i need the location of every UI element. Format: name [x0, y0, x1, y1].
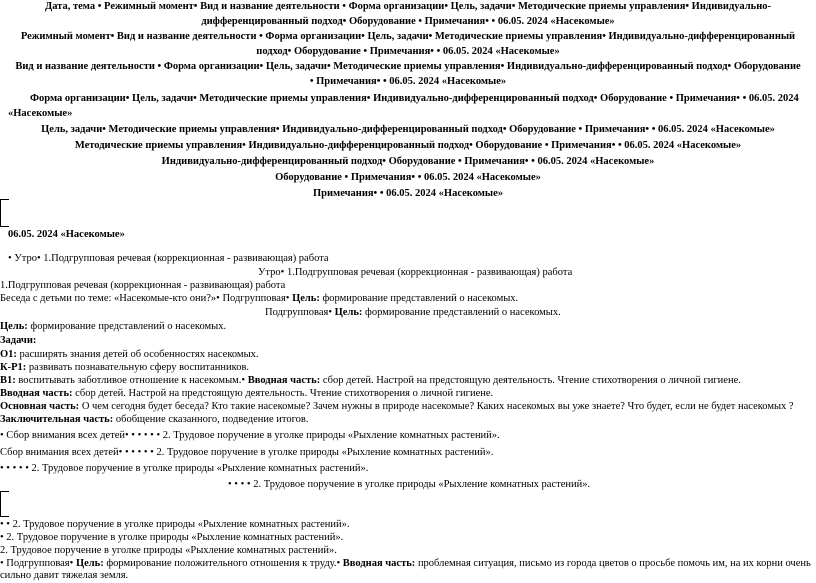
- header-line: Методические приемы управления• Индивидуально-дифференцированный подход• Оборудование • Примечания• • 06.05. 2024 «Насекомые»: [74, 140, 742, 151]
- header-line: Форма организации• Цель, задачи• Методические приемы управления• Индивидуально-дифференцированный подход• Оборудование • Примечания• • 06.05. 2024: [30, 93, 799, 104]
- label-bold: Цель:: [292, 293, 320, 304]
- text-span: формирование положительного отношения к труду.•: [103, 558, 343, 569]
- table-cell-border: [0, 491, 9, 517]
- text-line: [0, 387, 493, 401]
- text-span: Подгрупповая•: [265, 307, 335, 318]
- text-span: формирование представлений о насекомых.: [362, 307, 561, 318]
- text-line: [0, 348, 259, 362]
- text-span: сбор детей. Настрой на предстоящую деятельность. Чтение стихотворения о личной гигиене.: [72, 388, 494, 399]
- header-line: дифференцированный подход• Оборудование • Примечания• • 06.05. 2024 «Насекомые»: [201, 16, 615, 27]
- label-bold: Вводная часть:: [342, 558, 416, 569]
- text-span: проблемная ситуация, письмо из города цветов о просьбе помочь им, на их корни очень: [415, 558, 811, 569]
- text-line: Сбор внимания всех детей• • • • • • 2. Трудовое поручение в уголке природы «Рыхление комнатных растений».: [0, 447, 494, 458]
- text-span: сбор детей. Настрой на предстоящую деятельность. Чтение стихотворения о личной гигиене.: [320, 375, 741, 386]
- header-line: Индивидуально-дифференцированный подход• Оборудование • Примечания• • 06.05. 2024 «Насекомые»: [161, 156, 655, 167]
- text-line: [0, 361, 249, 375]
- text-span: расширять знания детей об особенностях насекомых.: [16, 349, 259, 360]
- header-line: Вид и название деятельности • Форма организации• Цель, задачи• Методические приемы управления• Индивидуально-дифференцированный подход• Оборудование: [15, 61, 801, 72]
- date-title: 06.05. 2024 «Насекомые»: [8, 229, 125, 240]
- text-line: 1.Подгрупповая речевая (коррекционная - развивающая) работа: [0, 280, 286, 291]
- text-line: Утро• 1.Подгрупповая речевая (коррекционная - развивающая) работа: [258, 267, 573, 278]
- table-cell-border: [0, 199, 9, 227]
- header-line: Дата, тема • Режимный момент• Вид и название деятельности • Форма организации• Цель, задачи• Методические приемы управления• Индивидуально-: [44, 1, 771, 12]
- label-bold: К-Р1:: [0, 362, 27, 373]
- text-line: сильно давит тяжелая земля.: [0, 570, 129, 581]
- text-span: формирование представлений о насекомых.: [27, 321, 227, 332]
- label-bold: Вводная часть:: [0, 388, 73, 399]
- text-line: 2. Трудовое поручение в уголке природы «Рыхление комнатных растений».: [0, 545, 337, 556]
- text-span: развивать познавательную сферу воспитанников.: [26, 362, 250, 373]
- header-line: Цель, задачи• Методические приемы управления• Индивидуально-дифференцированный подход• Оборудование • Примечания• • 06.05. 2024 «Насекомые»: [41, 124, 775, 135]
- header-line: Примечания• • 06.05. 2024 «Насекомые»: [313, 188, 503, 199]
- text-span: • Подгрупповая•: [0, 558, 76, 569]
- label-bold: Цель:: [75, 558, 104, 569]
- text-line: [0, 292, 518, 306]
- header-line: • Примечания• • 06.05. 2024 «Насекомые»: [309, 76, 507, 87]
- text-line: • Сбор внимания всех детей• • • • • • 2. Трудовое поручение в уголке природы «Рыхление комнатных растений».: [0, 430, 500, 441]
- text-line: • 2. Трудовое поручение в уголке природы «Рыхление комнатных растений».: [0, 532, 344, 543]
- text-line: • • • • • 2. Трудовое поручение в уголке природы «Рыхление комнатных растений».: [0, 463, 369, 474]
- text-line: • Утро• 1.Подгрупповая речевая (коррекционная - развивающая) работа: [8, 253, 329, 264]
- header-line: подход• Оборудование • Примечания• • 06.05. 2024 «Насекомые»: [256, 46, 560, 57]
- text-line: [0, 400, 794, 414]
- header-line: Режимный момент• Вид и название деятельности • Форма организации• Цель, задачи• Методические приемы управления• Индивидуально-дифференцированный: [20, 31, 796, 42]
- text-line: [0, 320, 226, 334]
- text-line: [0, 413, 308, 427]
- header-line: «Насекомые»: [8, 108, 73, 119]
- text-span: формирование представлений о насекомых.: [319, 293, 519, 304]
- label-bold: В1:: [0, 375, 16, 386]
- label-bold: Цель:: [0, 321, 28, 332]
- text-span: обобщение сказанного, подведение итогов.: [113, 414, 309, 425]
- label-bold: Заключительная часть:: [0, 414, 114, 425]
- text-line: [265, 306, 561, 320]
- text-line: • • • • 2. Трудовое поручение в уголке природы «Рыхление комнатных растений».: [228, 479, 591, 490]
- text-span: О чем сегодня будет беседа? Кто такие насекомые? Зачем нужны в природе насекомые? Каких насекомых вы уже знаете? Что будет, если не будет насекомых ?: [79, 401, 794, 412]
- label-bold: Основная часть:: [0, 401, 80, 412]
- text-span: воспитывать заботливое отношение к насекомым.•: [15, 375, 248, 386]
- text-span: Беседа с детьми по теме: «Насекомые-кто они?»• Подгрупповая•: [0, 293, 293, 304]
- label-bold: Вводная часть:: [247, 375, 321, 386]
- tasks-heading: Задачи:: [0, 335, 37, 346]
- text-line: [0, 374, 741, 388]
- label-bold: Цель:: [334, 307, 363, 318]
- text-line: • • 2. Трудовое поручение в уголке природы «Рыхление комнатных растений».: [0, 519, 350, 530]
- header-line: Оборудование • Примечания• • 06.05. 2024 «Насекомые»: [275, 172, 541, 183]
- label-bold: О1:: [0, 349, 17, 360]
